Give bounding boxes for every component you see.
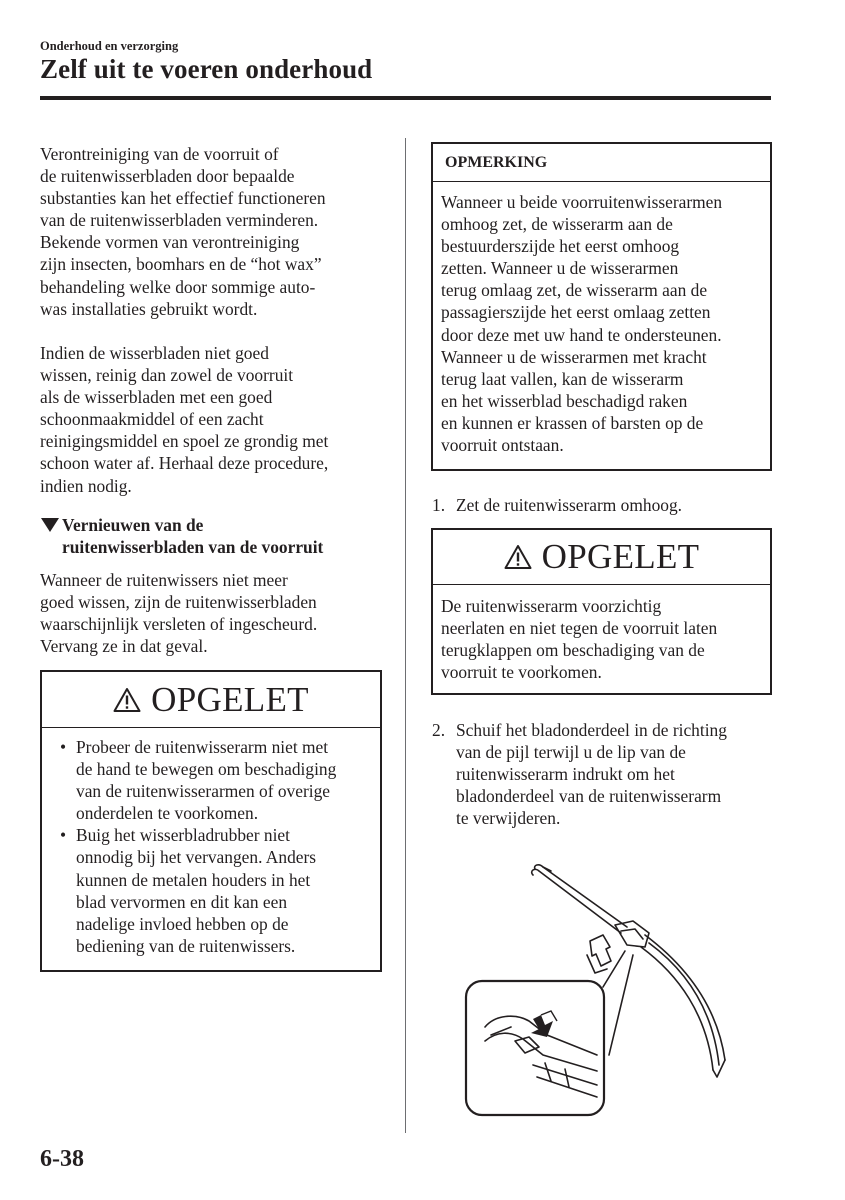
section-label: Onderhoud en verzorging — [40, 39, 179, 53]
caution-bullets — [42, 728, 380, 957]
note-box — [431, 142, 772, 471]
step-number: 2. — [432, 720, 446, 740]
down-triangle-icon — [40, 518, 60, 532]
caution-text: De ruitenwisserarm voorzichtig neerlaten en niet tegen de voorruit laten terugklappen om beschadiging van de voorruit te voorkomen. — [441, 596, 718, 683]
note-label: OPMERKING — [445, 153, 548, 171]
wiper-arm-illustration — [455, 855, 755, 1130]
note-header — [433, 144, 770, 182]
warning-triangle-icon — [113, 687, 141, 713]
step-number: 1. — [432, 495, 446, 515]
step-1 — [432, 494, 772, 516]
subheading-text: Vernieuwen van de ruitenwisserbladen van de voorruit — [62, 515, 324, 557]
caution-header — [433, 530, 770, 585]
bullet-text: Buig het wisserbladrubber niet onnodig bij het vervangen. Anders kunnen de metalen houders in het blad vervormen en dit kan een nadelige invloed hebben op de bediening van de ruitenwissers. — [76, 825, 317, 956]
page-number: 6-38 — [40, 1146, 84, 1172]
list-item: • Probeer de ruitenwisserarm niet met de hand te bewegen om beschadiging van de ruitenwisserarmen of overige onderdelen te voorkomen. — [60, 737, 337, 824]
intro-paragraph: Verontreiniging van de voorruit of de ruitenwisserbladen door bepaalde substanties kan het effectief functioneren van de ruitenwisserbladen verminderen. Bekende vormen van verontreiniging zijn insecten, boomhars en de “hot wax” behandeling welke door sommige auto- was installaties gebruikt wordt. — [40, 144, 326, 319]
column-divider — [405, 138, 406, 1133]
step-text: Schuif het bladonderdeel in de richting van de pijl terwijl u de lip van de ruitenwisserarm indrukt om het bladonderdeel van de ruitenwisserarm te verwijderen. — [456, 720, 727, 829]
bullet-text: Probeer de ruitenwisserarm niet met de hand te bewegen om beschadiging van de ruitenwisserarmen of overige onderdelen te voorkomen. — [76, 737, 337, 824]
caution-box-left — [40, 670, 382, 972]
subheading — [40, 514, 400, 558]
page-title: Zelf uit te voeren onderhoud — [40, 54, 373, 84]
title-rule — [40, 96, 771, 100]
cleaning-paragraph: Indien de wisserbladen niet goed wissen, reinig dan zowel de voorruit als de wisserbladen met een goed schoonmaakmiddel of een zacht reinigingsmiddel en spoel ze grondig met schoon water af. Herhaal deze procedure, indien nodig. — [40, 343, 329, 496]
caution-label: OPGELET — [541, 537, 700, 576]
replace-paragraph: Wanneer de ruitenwissers niet meer goed wissen, zijn de ruitenwisserbladen waarschijnlijk versleten of ingescheurd. Vervang ze in dat geval. — [40, 570, 318, 657]
caution-label: OPGELET — [151, 679, 309, 719]
step-text: Zet de ruitenwisserarm omhoog. — [456, 495, 683, 515]
step-2 — [432, 719, 772, 829]
note-text: Wanneer u beide voorruitenwisserarmen omhoog zet, de wisserarm aan de bestuurderszijde het eerst omhoog zetten. Wanneer u de wisserarmen terug omlaag zet, de wisserarm aan de passagierszijde het eerst omlaag zetten door deze met uw hand te ondersteunen. Wanneer u de wisserarmen met kracht terug laat vallen, kan de wisserarm en het wisserblad beschadigd raken en kunnen er krassen of barsten op de voorruit ontstaan. — [441, 192, 723, 456]
caution-header — [42, 672, 380, 728]
caution-box-right — [431, 528, 772, 695]
warning-triangle-icon — [504, 544, 532, 570]
list-item: • Buig het wisserbladrubber niet onnodig bij het vervangen. Anders kunnen de metalen houders in het blad vervormen en dit kan een nadelige invloed hebben op de bediening van de ruitenwissers. — [60, 825, 317, 956]
